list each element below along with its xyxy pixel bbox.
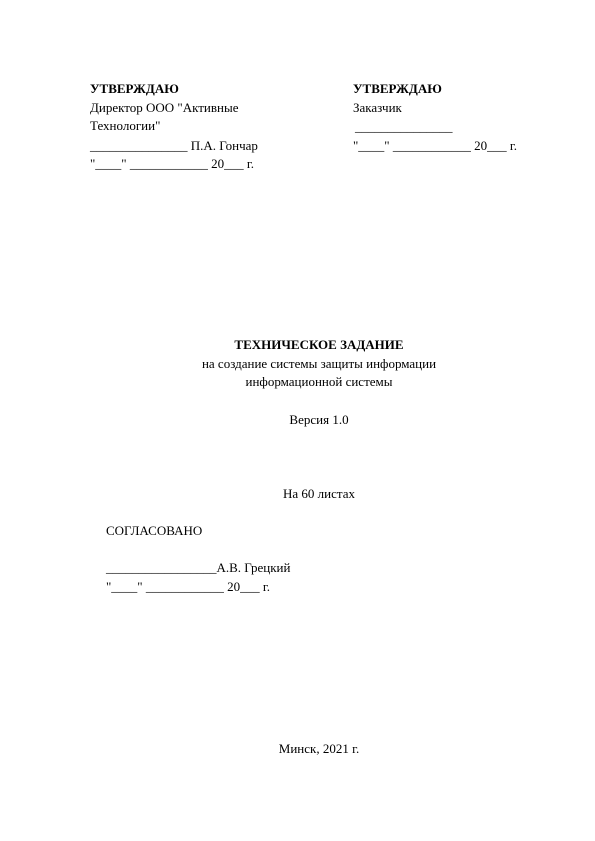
agreed-heading: СОГЛАСОВАНО — [106, 523, 203, 538]
approve-left-signature-line: _______________ П.А. Гончар — [90, 138, 258, 153]
document-version: Версия 1.0 — [289, 412, 349, 427]
approve-right-date-line: "____" ____________ 20___ г. — [353, 138, 517, 153]
approve-left-position: Директор ООО "Активные Технологии" — [90, 100, 239, 133]
agreed-signature-line: _________________А.В. Грецкий — [106, 560, 291, 575]
sheet-count: На 60 листах — [283, 486, 355, 501]
footer-place-year: Минск, 2021 г. — [278, 741, 360, 756]
approve-left-date-line: "____" ____________ 20___ г. — [90, 156, 254, 171]
document-title: ТЕХНИЧЕСКОЕ ЗАДАНИЕ — [234, 337, 404, 352]
approve-right-heading: УТВЕРЖДАЮ — [353, 81, 442, 96]
agreed-date-line: "____" ____________ 20___ г. — [106, 579, 270, 594]
document-subtitle-line-1: на создание системы защиты информации — [201, 356, 437, 371]
approve-right-signature-line: _______________ — [355, 119, 453, 134]
approve-left-heading: УТВЕРЖДАЮ — [90, 81, 179, 96]
approve-right-position: Заказчик — [353, 100, 402, 115]
document-subtitle-line-2: информационной системы — [245, 374, 393, 389]
